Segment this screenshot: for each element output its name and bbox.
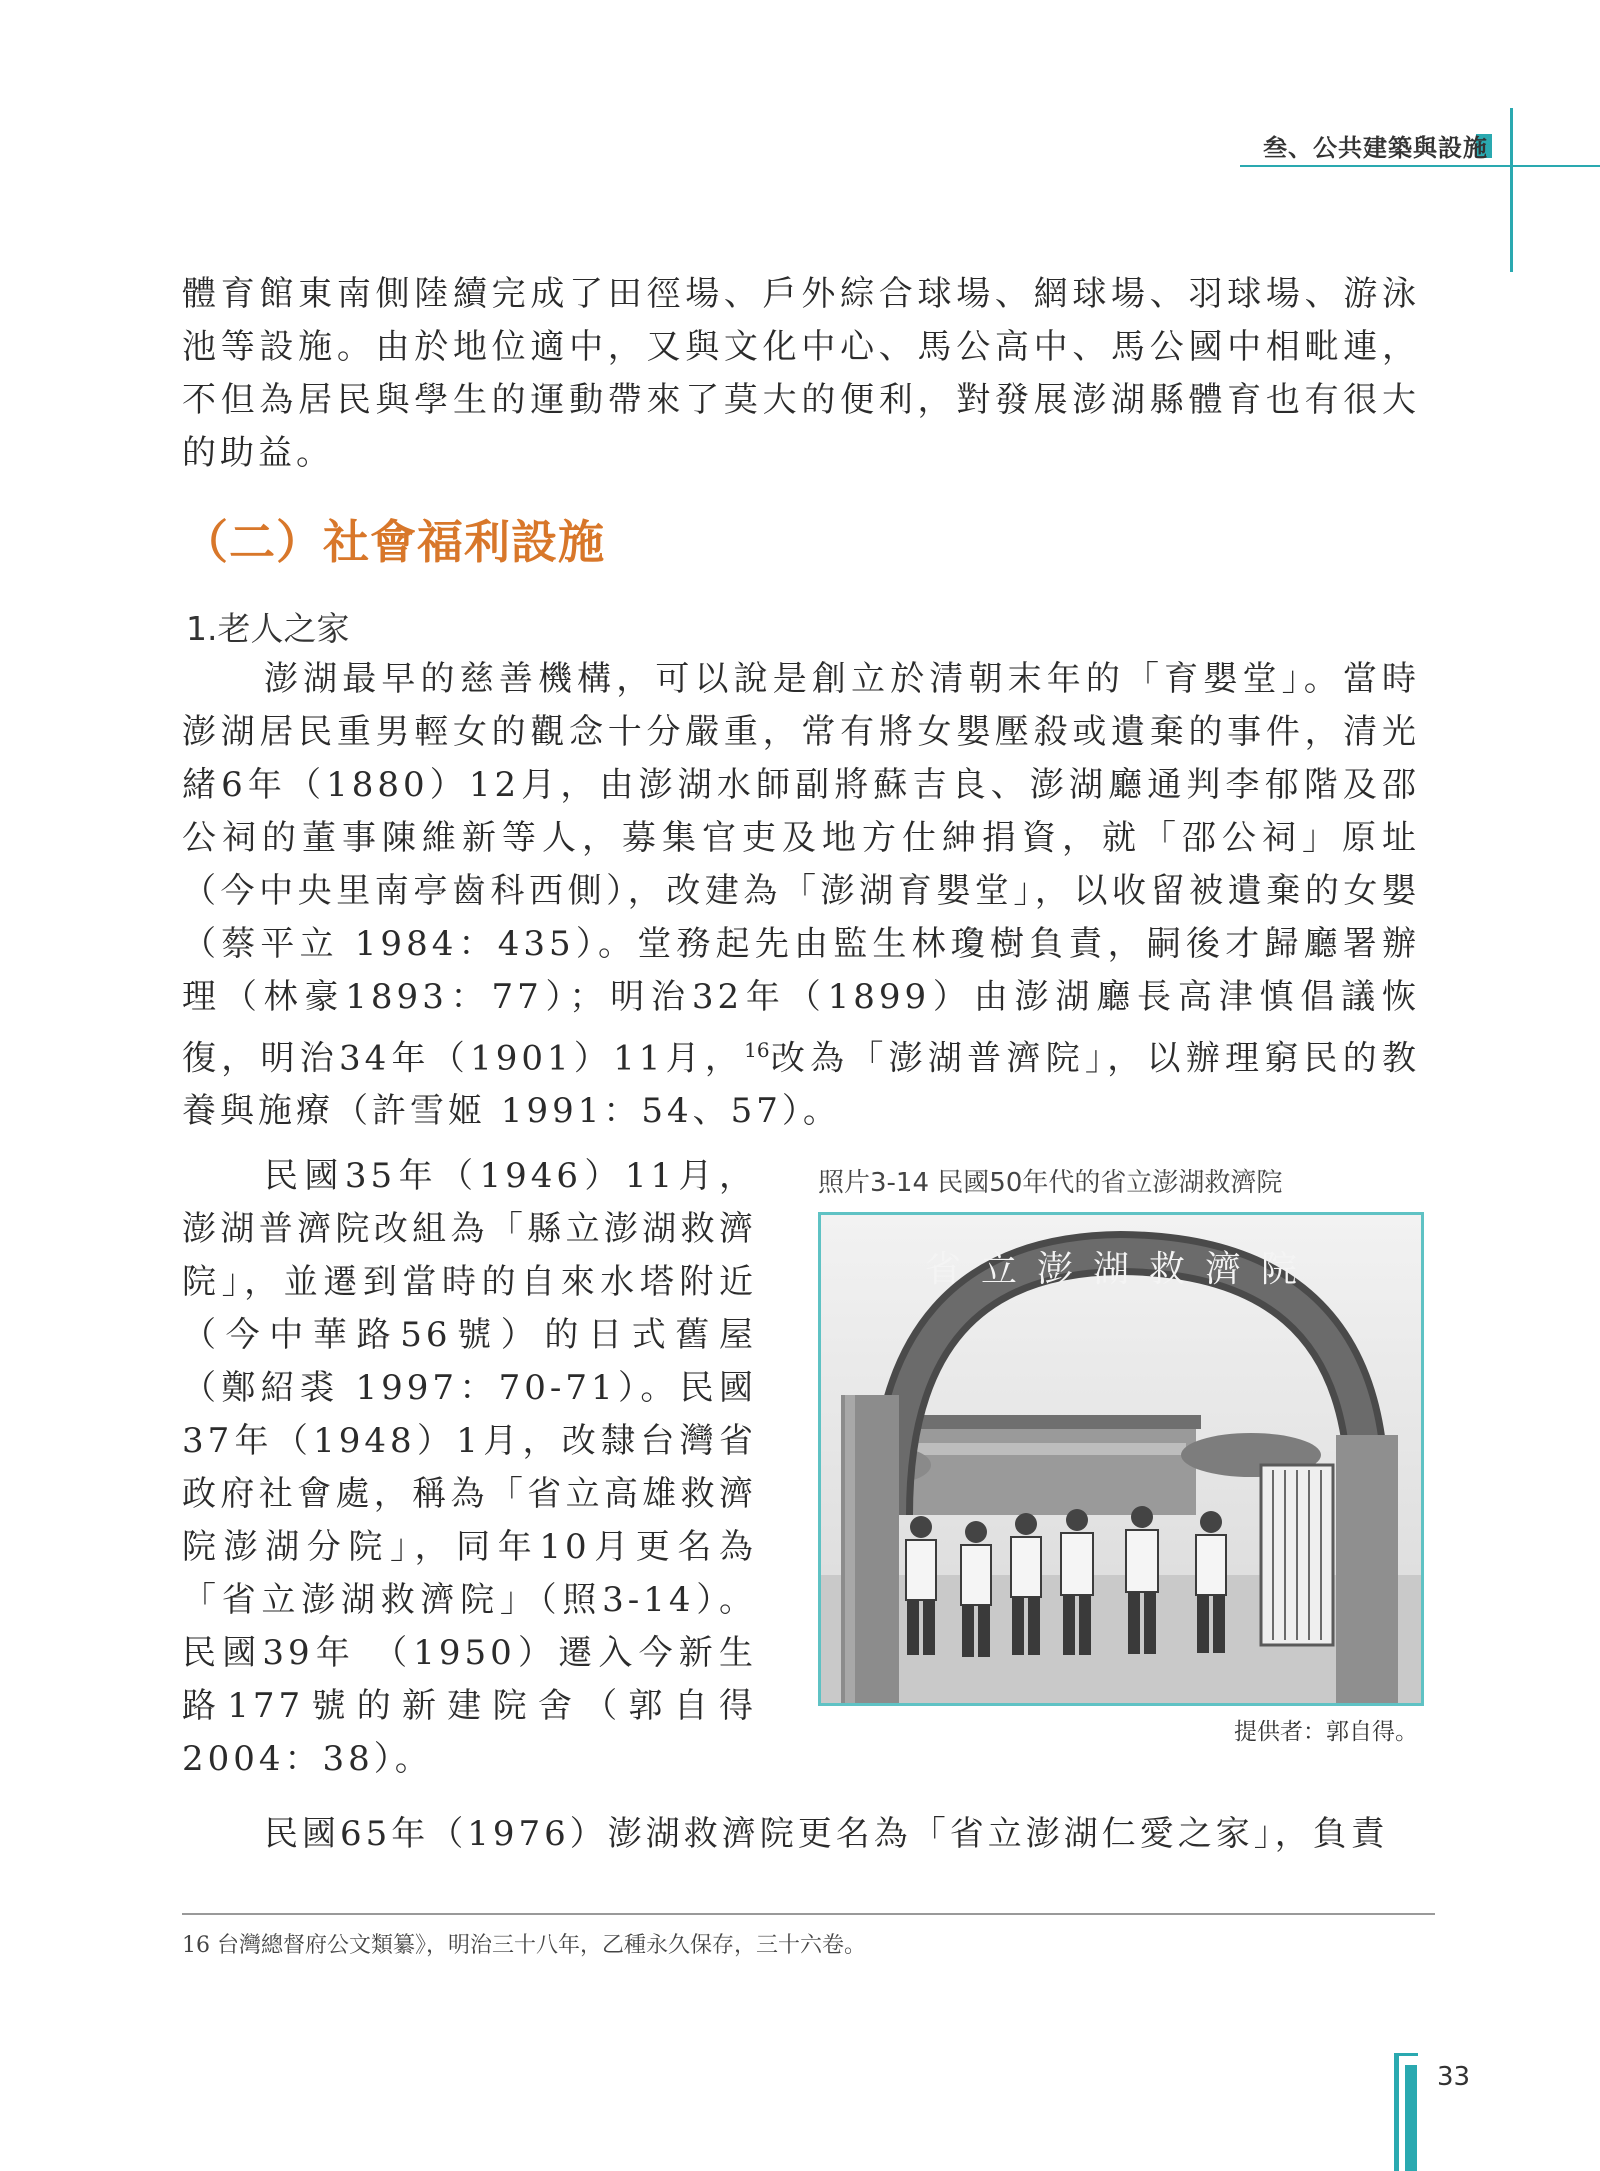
footnote-rule (182, 1913, 1435, 1915)
paragraph-1-tail: 改為「澎湖普濟院」，以辦理窮民的教養與施療（許雪姬 1991：54、57）。 (182, 1038, 1420, 1132)
figure-photo (818, 1212, 1424, 1706)
footnote-ref: 16 (744, 1038, 770, 1062)
paragraph-3: 民國65年（1976）澎湖救濟院更名為「省立澎湖仁愛之家」，負責 (264, 1814, 1389, 1854)
section-title: （二）社會福利設施 (182, 515, 605, 569)
page-number-rule (1394, 2053, 1399, 2171)
header-rule (1240, 165, 1600, 167)
figure-credit: 提供者：郭自得。 (1234, 1719, 1418, 1745)
running-title: 叁、公共建築與設施 (1263, 134, 1488, 162)
photo-illustration (821, 1215, 1421, 1703)
paragraph-1 (182, 653, 1420, 1138)
arch-text: 省立澎湖救濟院 (924, 1249, 1318, 1290)
subsection-title: 1.老人之家 (186, 609, 350, 648)
paragraph-1-text: 澎湖最早的慈善機構，可以說是創立於清朝末年的「育嬰堂」。當時澎湖居民重男輕女的觀念十分嚴重，常有將女嬰壓殺或遺棄的事件，清光緒6年（1880）12月，由澎湖水師副將蘇吉良、澎湖廳通判李郁階及邵公祠的董事陳維新等人，募集官吏及地方仕紳捐資，就「邵公祠」原址（今中央里南亭齒科西側），改建為「澎湖育嬰堂」，以收留被遺棄的女嬰（蔡平立 1984：435）。堂務起先由監生林瓊樹負責，嗣後才歸廳署辦理（林豪1893：77）；明治32年（1899）由澎湖廳長高津慎倡議恢復，明治34年（1901）11月， (182, 659, 1420, 1079)
header-vertical-rule (1510, 108, 1513, 272)
footnote: 16 台灣總督府公文類纂》，明治三十八年，乙種永久保存，三十六卷。 (182, 1933, 866, 1958)
paragraph-2: 民國35年（1946）11月，澎湖普濟院改組為「縣立澎湖救濟院」，並遷到當時的自來水塔附近（今中華路56號）的日式舊屋（鄭紹裘 1997：70-71）。民國37年（1948）1月，改隸台灣省政府社會處，稱為「省立高雄救濟院澎湖分院」，同年10月更名為「省立澎湖救濟院」（照3-14）。民國39年 （1950）遷入今新生路177號的新建院舍（郭自得2004：38）。 (182, 1156, 757, 1779)
figure-caption: 照片3-14 民國50年代的省立澎湖救濟院 (818, 1168, 1283, 1198)
page-number-tick (1398, 2053, 1418, 2056)
page-number: 33 (1437, 2062, 1471, 2092)
intro-paragraph: 體育館東南側陸續完成了田徑場、戶外綜合球場、網球場、羽球場、游泳池等設施。由於地位適中，又與文化中心、馬公高中、馬公國中相毗連，不但為居民與學生的運動帶來了莫大的便利，對發展澎湖縣體育也有很大的助益。 (182, 274, 1420, 473)
page-number-bar (1405, 2065, 1417, 2171)
